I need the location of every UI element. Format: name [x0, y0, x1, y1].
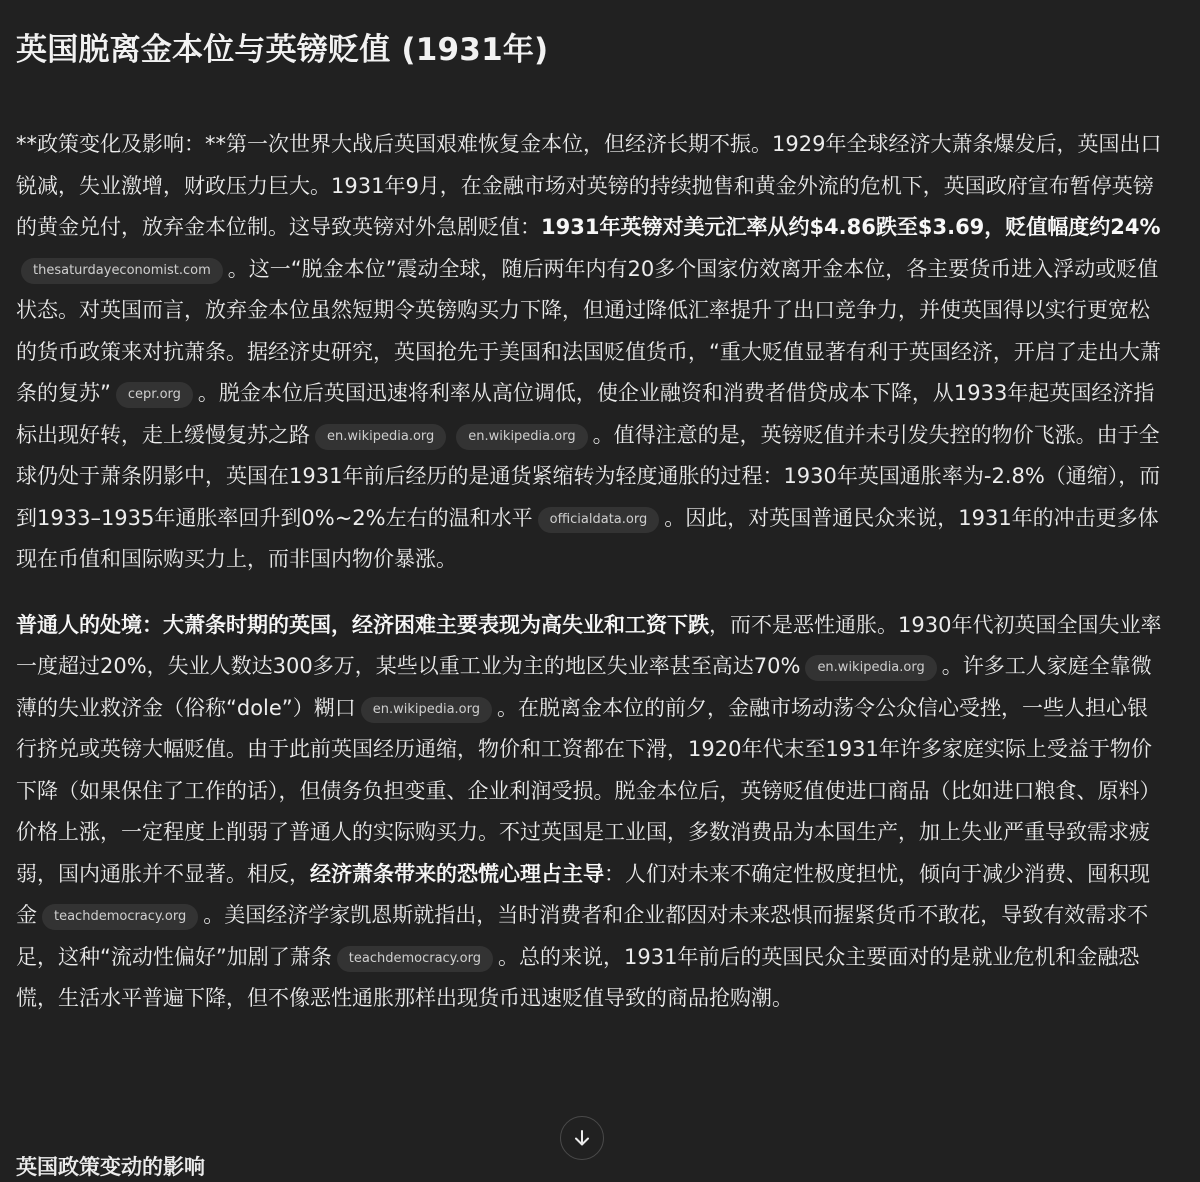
text-span: ，而不是恶性通胀。1930年代初英国全国失业率一度超过20%，失业人数达300多万，某些以重工业为主的地区失业率甚至高达70% — [16, 612, 1162, 678]
bold-text: 普通人的处境：大萧条时期的英国，经济困难主要表现为高失业和工资下跌 — [16, 612, 709, 637]
next-heading-partial: 英国政策变动的影响 — [16, 1155, 205, 1179]
text-span: 。美国经济学家凯恩斯就指出，当时消费者和企业都因对未来恐惧而握紧货币不敢花，导致有效需求不足，这种“流动性偏好”加剧了萧条 — [16, 903, 1149, 969]
citation-chip[interactable]: en.wikipedia.org — [361, 697, 492, 723]
citation-chip[interactable]: en.wikipedia.org — [456, 424, 587, 450]
citation-chip[interactable]: en.wikipedia.org — [805, 655, 936, 681]
bold-text: 1931年英镑对美元汇率从约$4.86跌至$3.69，贬值幅度约24% — [541, 215, 1161, 239]
message-content — [16, 20, 1166, 1044]
citation-chip[interactable]: en.wikipedia.org — [315, 424, 446, 450]
section-heading: 英国脱离金本位与英镑贬值 (1931年) — [16, 32, 549, 68]
text-span: **政策变化及影响：**第一次世界大战后英国艰难恢复金本位，但经济长期不振。1929年全球经济大萧条爆发后，英国出口锐减，失业激增，财政压力巨大。1931年9月，在金融市场对英镑的持续抛售和黄金外流的危机下，英国政府宣布暂停英镑的黄金兑付，放弃金本位制。这导致英镑对外急剧贬值： — [16, 132, 1162, 239]
text-span: 。这一“脱金本位”震动全球，随后两年内有20多个国家仿效离开金本位，各主要货币进入浮动或贬值状态。对英国而言，放弃金本位虽然短期令英镑购买力下降，但通过降低汇率提升了出口竞争力，并使英国得以实行更宽松的货币政策来对抗萧条。据经济史研究，英国抢先于美国和法国贬值货币，“重大贬值显著有利于英国经济，开启了走出大萧条的复苏” — [16, 256, 1161, 405]
text-span: 。在脱离金本位的前夕，金融市场动荡令公众信心受挫，一些人担心银行挤兑或英镑大幅贬值。由于此前英国经历通缩，物价和工资都在下滑，1920年代末至1931年许多家庭实际上受益于物价下降（如果保住了工作的话），但债务负担变重、企业利润受损。脱金本位后，英镑贬值使进口商品（比如进口粮食、原料）价格上涨，一定程度上削弱了普通人的实际购买力。不过英国是工业国，多数消费品为本国生产，加上失业严重导致需求疲弱，国内通胀并不显著。相反， — [16, 695, 1161, 886]
text-span: 。许多工人家庭全靠微薄的失业救济金（俗称“dole”）糊口 — [16, 654, 1152, 720]
paragraph-policy-change — [16, 124, 1166, 581]
citation-chip[interactable]: officialdata.org — [538, 507, 660, 533]
citation-chip[interactable]: thesaturdayeconomist.com — [21, 258, 223, 284]
scroll-to-bottom-button[interactable] — [560, 1116, 604, 1160]
text-span: 。脱金本位后英国迅速将利率从高位调低，使企业融资和消费者借贷成本下降，从1933年起英国经济指标出现好转，走上缓慢复苏之路 — [16, 381, 1155, 447]
text-span: 。值得注意的是，英镑贬值并未引发失控的物价飞涨。由于全球仍处于萧条阴影中，英国在1931年前后经历的是通货紧缩转为轻度通胀的过程：1930年英国通胀率为-2.8%（通缩），而到1933–1935年通胀率回升到0%~2%左右的温和水平 — [16, 422, 1161, 530]
text-span: 。总的来说，1931年前后的英国民众主要面对的是就业危机和金融恐慌，生活水平普遍下降，但不像恶性通胀那样出现货币迅速贬值导致的商品抢购潮。 — [16, 944, 1140, 1010]
bold-text: 经济萧条带来的恐慌心理占主导 — [310, 861, 604, 886]
citation-chip[interactable]: teachdemocracy.org — [42, 904, 198, 930]
text-span: 。因此，对英国普通民众来说，1931年的冲击更多体现在币值和国际购买力上，而非国内物价暴涨。 — [16, 505, 1159, 571]
citation-chip[interactable]: cepr.org — [116, 382, 193, 408]
text-span: ：人们对未来不确定性极度担忧，倾向于减少消费、囤积现金 — [16, 861, 1150, 927]
paragraph-public-situation — [16, 605, 1166, 1020]
arrow-down-icon — [572, 1128, 592, 1148]
citation-chip[interactable]: teachdemocracy.org — [337, 946, 493, 972]
